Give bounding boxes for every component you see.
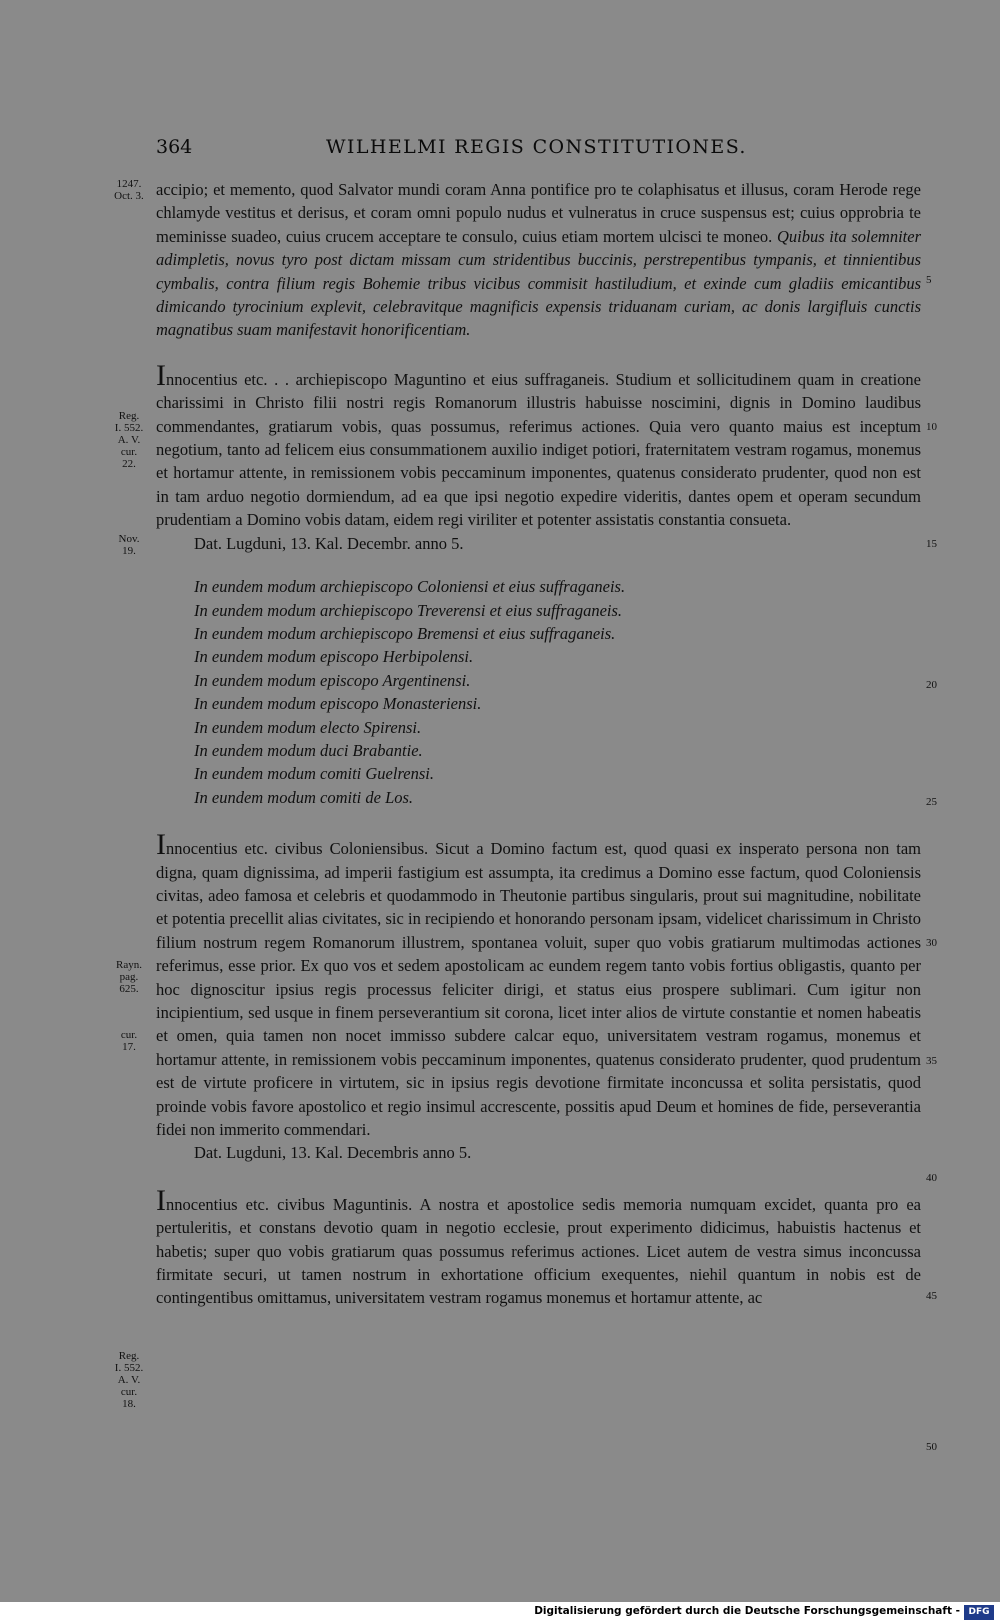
paragraph-2 <box>156 358 921 532</box>
paragraph-4-text: nnocentius etc. civibus Maguntinis. A nostra et apostolice sedis memoria numquam excidet, quanta pro ea pertuleritis, et constans devotio quam in negotio ecclesie, prout experimento didicimus, habuistis hactenus et habetis; super quo vobis gratiarum quas possumus referimus actiones. Licet autem de vestra simus inconcussa firmitate securi, ut tamen nostrum in exhortatione officium exequentes, niehil quantum in nobis est de contingentibus omittamus, universitatem vestram rogamus monemus et hortamur attente, ac <box>156 1194 921 1308</box>
line-number: 25 <box>926 796 937 808</box>
sidenote: cur. 17. <box>120 1029 138 1053</box>
modum-line: In eundem modum archiepiscopo Treverensi et eius suffraganeis. <box>194 600 623 620</box>
modum-list <box>156 575 921 809</box>
line-number: 50 <box>926 1441 937 1453</box>
footer-credit: Digitalisierung gefördert durch die Deutsche Forschungsgemeinschaft - <box>534 1605 960 1617</box>
line-number: 30 <box>926 937 937 949</box>
modum-line: In eundem modum comiti Guelrensi. <box>194 764 434 784</box>
modum-line: In eundem modum episcopo Monasteriensi. <box>194 694 482 714</box>
sidenote: 1247. Oct. 3. <box>114 178 144 202</box>
main-text <box>156 178 921 1310</box>
dat-line: Dat. Lugduni, 13. Kal. Decembris anno 5. <box>194 1143 472 1163</box>
modum-line: In eundem modum episcopo Herbipolensi. <box>194 647 474 667</box>
sidenote: Nov. 19. <box>118 533 140 557</box>
paragraph-3 <box>156 828 921 1141</box>
line-number: 45 <box>926 1290 937 1302</box>
paragraph-4 <box>156 1183 921 1310</box>
page-number: 364 <box>156 136 193 158</box>
paragraph-1 <box>156 178 921 342</box>
page-header <box>156 136 916 164</box>
initial-letter: I <box>156 828 166 862</box>
sidenote: Reg. I. 552. A. V. cur. 22. <box>114 410 144 470</box>
modum-line: In eundem modum comiti de Los. <box>194 787 414 807</box>
paragraph-1-italic: Quibus ita solemniter adimpletis, novus tyro post dictam missam cum stridentibus buccinis, perstrepentibus tympanis, et tinnientibus cymbalis, contra filium regis Bohemie tribus vicibus commisit hastiludium, et exinde cum gladiis emicantibus dimicando tyrocinium explevit, celebravitque magnificis expensis triduanam curiam, ac donis largifluis cunctis magnatibus suam manifestavit honorificentiam. <box>156 226 922 340</box>
initial-letter: I <box>156 1183 166 1217</box>
line-number: 20 <box>926 679 937 691</box>
modum-line: In eundem modum archiepiscopo Coloniensi et eius suffraganeis. <box>194 577 626 597</box>
sidenote: Rayn. pag. 625. <box>116 959 142 995</box>
line-number: 5 <box>926 274 932 286</box>
sidenote: Reg. I. 552. A. V. cur. 18. <box>114 1350 144 1410</box>
initial-letter: I <box>156 358 166 392</box>
line-number: 35 <box>926 1055 937 1067</box>
modum-line: In eundem modum electo Spirensi. <box>194 717 422 737</box>
modum-line: In eundem modum duci Brabantie. <box>194 740 423 760</box>
line-number: 40 <box>926 1172 937 1184</box>
paragraph-1-roman: accipio; et memento, quod Salvator mundi coram Anna pontifice pro te colaphisatus et illusus, coram Herode rege chlamyde vestitus et derisus, et coram omni populo nudus et vulneratus in cruce suspensus est; cuius opprobria te meminisse suadeo, cuius crucem acceptare te consulo, cuius etiam mortem ulcisci te moneo. <box>156 180 921 246</box>
paragraph-2-text: nnocentius etc. . . archiepiscopo Maguntino et eius suffraganeis. Studium et sollicitudinem quam in creatione charissimi in Christo filii nostri regis Romanorum illustris habuisse noscimini, dignis in Domino laudibus commendantes, gratiarum vobis, quas possumus, referimus actiones. Quia vero quanto maius est inceptum negotium, tanto ad felicem eius consummationem auxilio indiget potiori, fraternitatem vestram rogamus, monemus et hortamur attente, in remissionem vobis peccaminum imponentes, quatenus considerato prudenter, quod non est in tam arduo negotio dormiendum, ad ea que ipsi negotio expedire videritis, dantes opem et operam secundum prudentiam a Domino vobis datam, eidem regi viriliter et potenter assistatis constantia consueta. <box>156 369 921 530</box>
modum-line: In eundem modum episcopo Argentinensi. <box>194 670 471 690</box>
dat-line: Dat. Lugduni, 13. Kal. Decembr. anno 5. <box>194 533 464 553</box>
line-number: 15 <box>926 538 937 550</box>
paragraph-3-text: nnocentius etc. civibus Coloniensibus. Sicut a Domino factum est, quod quasi ex insperato persona non tam digna, quam dignissima, ad imperii fastigium est assumpta, ita credimus a Domino esse factum, quod Coloniensis civitas, adeo famosa et celebris et quodammodo in Theutonie partibus singularis, prout sui magnitudine, nobilitate et potentia precellit alias civitates, sic in recipiendo et honorando personam ipsam, videlicet charissimum in Christo filium nostrum regem Romanorum illustrem, spontanea voluit, super quo vobis gratiarum multimodas actiones referimus, esse prior. Ex quo vos et sedem apostolicam ac eundem regem tanto vobis fortius obligastis, quanto per hoc dignoscitur ipsius regis processus feliciter dirigi, et status eius prospere sublimari. Cum igitur non incipientium, sed usque in finem perseverantium sit corona, licet inter alios de virtute constantie et nomen habeatis et omen, quia tamen non nocet immisso subdere calcar equo, universitatem vestram rogamus, monemus et hortamur attente, in remissionem vobis peccaminum imponentes, quatenus considerato prudenter, quod prudentum est de virtute proficere in virtutem, sic in ipsius regis devotione firmitate inconcussa et solita persistatis, quod proinde vobis favore apostolico et regio insimul accrescente, possitis apud Deum et homines de fide, perseverantia fidei non immerito commendari. <box>156 839 921 1140</box>
line-number: 10 <box>926 421 937 433</box>
running-title: WILHELMI REGIS CONSTITUTIONES. <box>326 136 747 158</box>
modum-line: In eundem modum archiepiscopo Bremensi et eius suffraganeis. <box>194 623 616 643</box>
footer-bar <box>0 1602 1000 1623</box>
dfg-logo: DFG <box>964 1605 994 1620</box>
